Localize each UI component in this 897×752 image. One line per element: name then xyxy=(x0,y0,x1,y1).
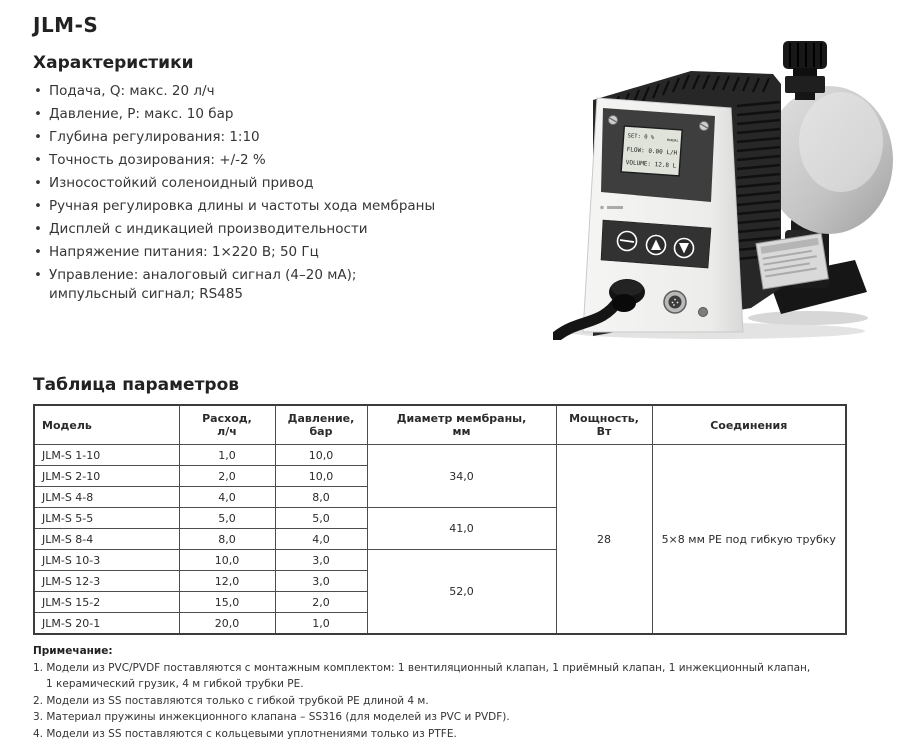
cell-flow: 12,0 xyxy=(179,571,275,592)
cell-pressure: 3,0 xyxy=(275,550,367,571)
feature-item: • Ручная регулировка длины и частоты хода мембраны xyxy=(33,197,445,216)
cell-flow: 15,0 xyxy=(179,592,275,613)
cell-diameter-group: 52,0 xyxy=(367,550,556,635)
pump-shadow xyxy=(748,311,868,325)
cell-model: JLM-S 15-2 xyxy=(34,592,179,613)
table-row xyxy=(34,445,846,466)
cell-pressure: 5,0 xyxy=(275,508,367,529)
signal-connector xyxy=(664,291,686,313)
stop-button xyxy=(618,232,637,251)
feature-item: • Подача, Q: макс. 20 л/ч xyxy=(33,82,445,101)
col-header-flow: Расход, л/ч xyxy=(179,405,275,445)
screw-icon xyxy=(700,122,709,131)
table-heading: Таблица параметров xyxy=(33,375,240,395)
cell-flow: 4,0 xyxy=(179,487,275,508)
cell-flow: 20,0 xyxy=(179,613,275,635)
parameters-table xyxy=(33,404,847,635)
pump-lcd-display xyxy=(621,126,682,176)
pump-photo xyxy=(553,40,893,340)
col-header-connections: Соединения xyxy=(652,405,846,445)
cell-diameter-group: 41,0 xyxy=(367,508,556,550)
cell-pressure: 1,0 xyxy=(275,613,367,635)
feature-item: • Давление, P: макс. 10 бар xyxy=(33,105,445,124)
features-heading: Характеристики xyxy=(33,53,194,73)
col-header-pressure: Давление, бар xyxy=(275,405,367,445)
features-list xyxy=(33,82,445,308)
table-header-row xyxy=(34,405,846,445)
col-header-power: Мощность, Вт xyxy=(556,405,652,445)
note-line: 1 керамический грузик, 4 м гибкой трубки PE. xyxy=(46,678,304,690)
cell-flow: 1,0 xyxy=(179,445,275,466)
feature-item: • Напряжение питания: 1×220 В; 50 Гц xyxy=(33,243,445,262)
note-line: 2. Модели из SS поставляются только с гибкой трубкой PE длиной 4 м. xyxy=(33,694,429,707)
cell-connections: 5×8 мм PE под гибкую трубку xyxy=(652,445,846,635)
cell-model: JLM-S 12-3 xyxy=(34,571,179,592)
cell-model: JLM-S 2-10 xyxy=(34,466,179,487)
notes-section xyxy=(33,643,878,742)
cell-diameter-group: 34,0 xyxy=(367,445,556,508)
cell-pressure: 4,0 xyxy=(275,529,367,550)
lcd-set-line: SET: 0 % xyxy=(627,133,655,142)
feature-item: • Управление: аналоговый сигнал (4–20 мА); импульсный сигнал; RS485 xyxy=(33,266,445,304)
lcd-mode-label: MANUAL xyxy=(666,137,679,143)
pump-brand-mark xyxy=(600,206,604,210)
down-button xyxy=(675,239,694,258)
cell-pressure: 2,0 xyxy=(275,592,367,613)
note-line: 4. Модели из SS поставляются с кольцевыми уплотнениями только из PTFE. xyxy=(33,727,457,740)
cell-flow: 8,0 xyxy=(179,529,275,550)
cell-model: JLM-S 20-1 xyxy=(34,613,179,635)
cell-model: JLM-S 4-8 xyxy=(34,487,179,508)
cell-pressure: 3,0 xyxy=(275,571,367,592)
cell-model: JLM-S 5-5 xyxy=(34,508,179,529)
feature-item: • Износостойкий соленоидный привод xyxy=(33,174,445,193)
up-button xyxy=(647,236,666,255)
pump-nameplate xyxy=(756,233,828,289)
cell-pressure: 10,0 xyxy=(275,466,367,487)
lcd-flow-line: FLOW: 0.00 L/H xyxy=(626,146,678,157)
col-header-diameter: Диаметр мембраны, мм xyxy=(367,405,556,445)
cell-power: 28 xyxy=(556,445,652,635)
pump-brand-mark xyxy=(607,206,623,209)
cell-model: JLM-S 8-4 xyxy=(34,529,179,550)
screw-icon xyxy=(609,116,618,125)
cell-flow: 2,0 xyxy=(179,466,275,487)
cell-model: JLM-S 1-10 xyxy=(34,445,179,466)
feature-item: • Глубина регулирования: 1:10 xyxy=(33,128,445,147)
cell-flow: 10,0 xyxy=(179,550,275,571)
drain-port xyxy=(699,308,708,317)
pump-top-valve xyxy=(783,41,827,100)
note-line: 3. Материал пружины инжекционного клапана – SS316 (для моделей из PVC и PVDF). xyxy=(33,711,510,723)
cell-pressure: 10,0 xyxy=(275,445,367,466)
page-title: JLM-S xyxy=(33,13,99,37)
cell-flow: 5,0 xyxy=(179,508,275,529)
note-line: 1. Модели из PVC/PVDF поставляются с монтажным комплектом: 1 вентиляционный клапан, 1 приёмный клапан, 1 инжекционный клапан, xyxy=(33,661,811,674)
col-header-model: Модель xyxy=(34,405,179,445)
notes-title: Примечание: xyxy=(33,645,113,657)
lcd-volume-line: VOLUME: 12.8 L xyxy=(625,159,677,170)
feature-item: • Дисплей с индикацией производительности xyxy=(33,220,445,239)
pump-head-highlight xyxy=(799,92,883,192)
feature-item: • Точность дозирования: +/-2 % xyxy=(33,151,445,170)
cell-model: JLM-S 10-3 xyxy=(34,550,179,571)
cell-pressure: 8,0 xyxy=(275,487,367,508)
